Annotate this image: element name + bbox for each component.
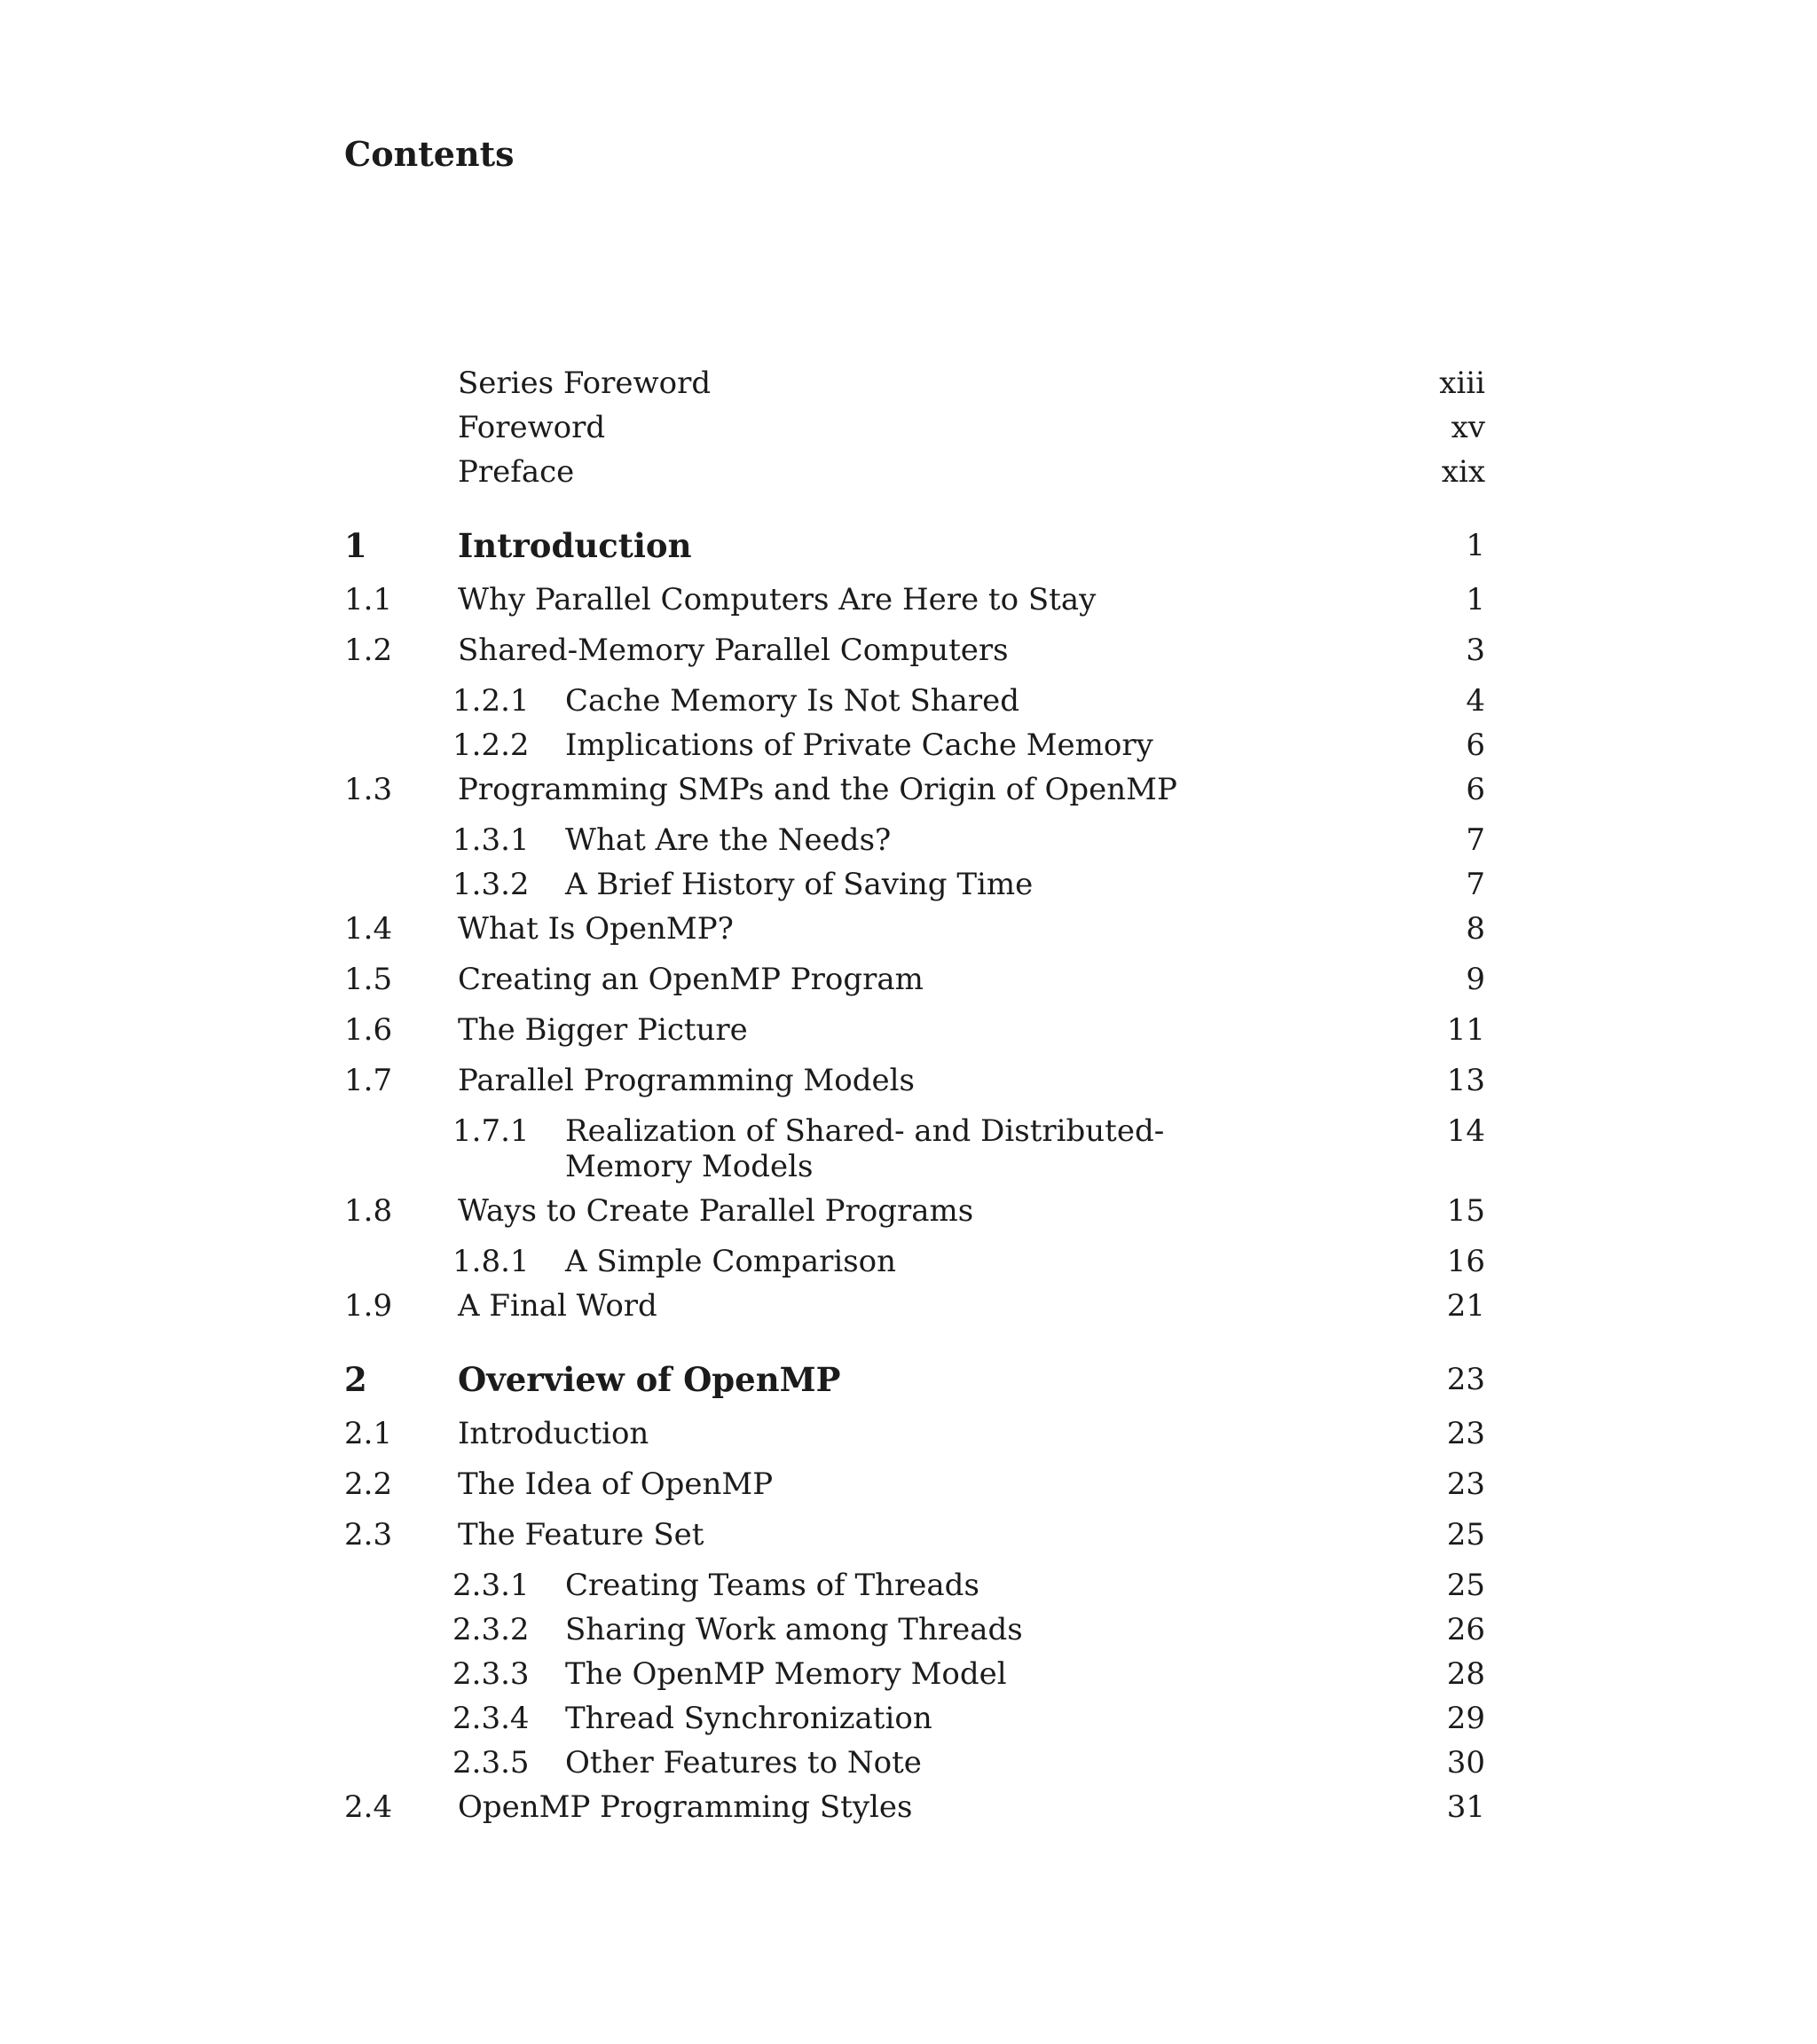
- toc-entry-title: Other Features to Note: [565, 1745, 922, 1781]
- toc-entry-title: Creating an OpenMP Program: [458, 962, 924, 997]
- toc-entry-title: Ways to Create Parallel Programs: [458, 1193, 974, 1229]
- toc-entry-page: 4: [1466, 683, 1485, 719]
- toc-entry-title: Preface: [458, 454, 575, 490]
- toc-chapter-title: Overview of OpenMP: [458, 1360, 841, 1399]
- toc-chapter-title: Introduction: [458, 526, 692, 565]
- toc-entry-page: 30: [1446, 1745, 1485, 1781]
- toc-entry-page: 3: [1466, 633, 1485, 668]
- toc-entry-page: 7: [1466, 867, 1485, 902]
- toc-chapter-page: 1: [1466, 528, 1485, 563]
- toc-entry-page: xiii: [1439, 366, 1485, 401]
- toc-entry-title: Sharing Work among Threads: [565, 1612, 1023, 1647]
- toc-entry-title: A Brief History of Saving Time: [565, 867, 1034, 902]
- toc-section-entry[interactable]: [344, 1789, 1485, 1825]
- toc-entry-page: 28: [1446, 1656, 1485, 1692]
- toc-chapter-page: 23: [1446, 1362, 1485, 1397]
- toc-entry-title: OpenMP Programming Styles: [458, 1789, 913, 1825]
- toc-entry-page: 23: [1446, 1466, 1485, 1502]
- toc-entry-title: The Feature Set: [458, 1517, 704, 1553]
- toc-entry-number: 2.1: [344, 1416, 393, 1451]
- toc-section-entry[interactable]: [344, 1416, 1485, 1451]
- toc-front-entry[interactable]: [344, 366, 1485, 401]
- toc-entry-page: 6: [1466, 772, 1485, 807]
- toc-subsection-entry[interactable]: [344, 727, 1485, 763]
- toc-entry-title: What Are the Needs?: [565, 822, 892, 858]
- toc-subsection-entry[interactable]: [344, 1113, 1485, 1184]
- toc-entry-page: xix: [1441, 454, 1485, 490]
- toc-subsection-entry[interactable]: [344, 1612, 1485, 1647]
- toc-entry-number: 1.6: [344, 1012, 393, 1048]
- toc-subsection-entry[interactable]: [344, 1745, 1485, 1781]
- toc-entry-title: Introduction: [458, 1416, 649, 1451]
- toc-entry-page: 6: [1466, 727, 1485, 763]
- toc-section-entry[interactable]: [344, 962, 1485, 997]
- toc-entry-page: 9: [1466, 962, 1485, 997]
- toc-entry-page: 25: [1446, 1517, 1485, 1553]
- toc-entry-page: 11: [1446, 1012, 1485, 1048]
- toc-entry-number: 1.2.2: [452, 727, 530, 763]
- toc-entry-number: 1.3: [344, 772, 393, 807]
- toc-entry-number: 1.8.1: [452, 1244, 530, 1279]
- toc-entry-number: 2.3.1: [452, 1568, 530, 1603]
- toc-entry-number: 2.3.4: [452, 1701, 530, 1736]
- toc-entry-number: 1.4: [344, 911, 393, 947]
- toc-section-entry[interactable]: [344, 1288, 1485, 1324]
- toc-entry-number: 1.8: [344, 1193, 393, 1229]
- toc-entry-title: Why Parallel Computers Are Here to Stay: [458, 582, 1097, 617]
- toc-section-entry[interactable]: [344, 772, 1485, 807]
- toc-entry-title: Foreword: [458, 410, 606, 445]
- toc-section-entry[interactable]: [344, 1466, 1485, 1502]
- toc-entry-number: 1.3.1: [452, 822, 530, 858]
- toc-chapter-number: 2: [344, 1360, 367, 1399]
- toc-entry-page: 15: [1446, 1193, 1485, 1229]
- toc-entry-page: 26: [1446, 1612, 1485, 1647]
- toc-entry-title: The Bigger Picture: [458, 1012, 748, 1048]
- toc-entry-page: 13: [1446, 1063, 1485, 1098]
- toc-entry-page: xv: [1451, 410, 1485, 445]
- toc-front-entry[interactable]: [344, 410, 1485, 445]
- toc-entry-page: 29: [1446, 1701, 1485, 1736]
- toc-entry-title: A Simple Comparison: [565, 1244, 897, 1279]
- toc-section-entry[interactable]: [344, 1193, 1485, 1229]
- toc-entry-title: What Is OpenMP?: [458, 911, 734, 947]
- toc-entry-page: 1: [1466, 582, 1485, 617]
- table-of-contents: [344, 366, 1485, 1825]
- toc-entry-number: 1.9: [344, 1288, 393, 1324]
- toc-section-entry[interactable]: [344, 1063, 1485, 1098]
- toc-entry-number: 1.5: [344, 962, 393, 997]
- toc-entry-number: 2.2: [344, 1466, 393, 1502]
- toc-entry-number: 1.2: [344, 633, 393, 668]
- toc-entry-number: 2.3.3: [452, 1656, 530, 1692]
- toc-entry-page: 23: [1446, 1416, 1485, 1451]
- toc-entry-number: 1.7: [344, 1063, 393, 1098]
- toc-entry-number: 1.7.1: [452, 1113, 530, 1149]
- toc-front-entry[interactable]: [344, 454, 1485, 490]
- toc-entry-title: Parallel Programming Models: [458, 1063, 915, 1098]
- toc-entry-page: 16: [1446, 1244, 1485, 1279]
- toc-subsection-entry[interactable]: [344, 1656, 1485, 1692]
- toc-entry-title: Programming SMPs and the Origin of OpenMP: [458, 772, 1177, 807]
- toc-entry-number: 1.3.2: [452, 867, 530, 902]
- toc-entry-title: Cache Memory Is Not Shared: [565, 683, 1020, 719]
- toc-entry-number: 2.3: [344, 1517, 393, 1553]
- toc-entry-number: 2.4: [344, 1789, 393, 1825]
- toc-section-entry[interactable]: [344, 911, 1485, 947]
- toc-section-entry[interactable]: [344, 1517, 1485, 1553]
- toc-entry-page: 25: [1446, 1568, 1485, 1603]
- toc-section-entry[interactable]: [344, 582, 1485, 617]
- toc-entry-number: 1.2.1: [452, 683, 530, 719]
- toc-subsection-entry[interactable]: [344, 1568, 1485, 1603]
- toc-section-entry[interactable]: [344, 1012, 1485, 1048]
- toc-section-entry[interactable]: [344, 633, 1485, 668]
- toc-entry-title: Implications of Private Cache Memory: [565, 727, 1153, 763]
- toc-entry-title: The Idea of OpenMP: [458, 1466, 774, 1502]
- toc-entry-title: A Final Word: [458, 1288, 657, 1324]
- toc-subsection-entry[interactable]: [344, 1701, 1485, 1736]
- toc-entry-page: 8: [1466, 911, 1485, 947]
- toc-entry-number: 2.3.2: [452, 1612, 530, 1647]
- page-title: Contents: [344, 134, 515, 174]
- toc-entry-title: Shared-Memory Parallel Computers: [458, 633, 1009, 668]
- toc-entry-title: Series Foreword: [458, 366, 712, 401]
- toc-entry-title: Creating Teams of Threads: [565, 1568, 979, 1603]
- toc-chapter-heading[interactable]: [344, 1359, 1485, 1400]
- toc-entry-page: 7: [1466, 822, 1485, 858]
- toc-entry-number: 1.1: [344, 582, 393, 617]
- toc-entry-title: The OpenMP Memory Model: [565, 1656, 1007, 1692]
- toc-chapter-number: 1: [344, 526, 367, 565]
- toc-entry-page: 21: [1446, 1288, 1485, 1324]
- toc-subsection-entry[interactable]: [344, 822, 1485, 858]
- toc-entry-title: Realization of Shared- and Distributed-Memory Models: [565, 1113, 1165, 1184]
- toc-subsection-entry[interactable]: [344, 683, 1485, 719]
- toc-entry-page: 31: [1446, 1789, 1485, 1825]
- toc-chapter-heading[interactable]: [344, 525, 1485, 566]
- toc-subsection-entry[interactable]: [344, 1244, 1485, 1279]
- toc-subsection-entry[interactable]: [344, 867, 1485, 902]
- toc-entry-page: 14: [1446, 1113, 1485, 1149]
- toc-entry-title: Thread Synchronization: [565, 1701, 932, 1736]
- toc-entry-number: 2.3.5: [452, 1745, 530, 1781]
